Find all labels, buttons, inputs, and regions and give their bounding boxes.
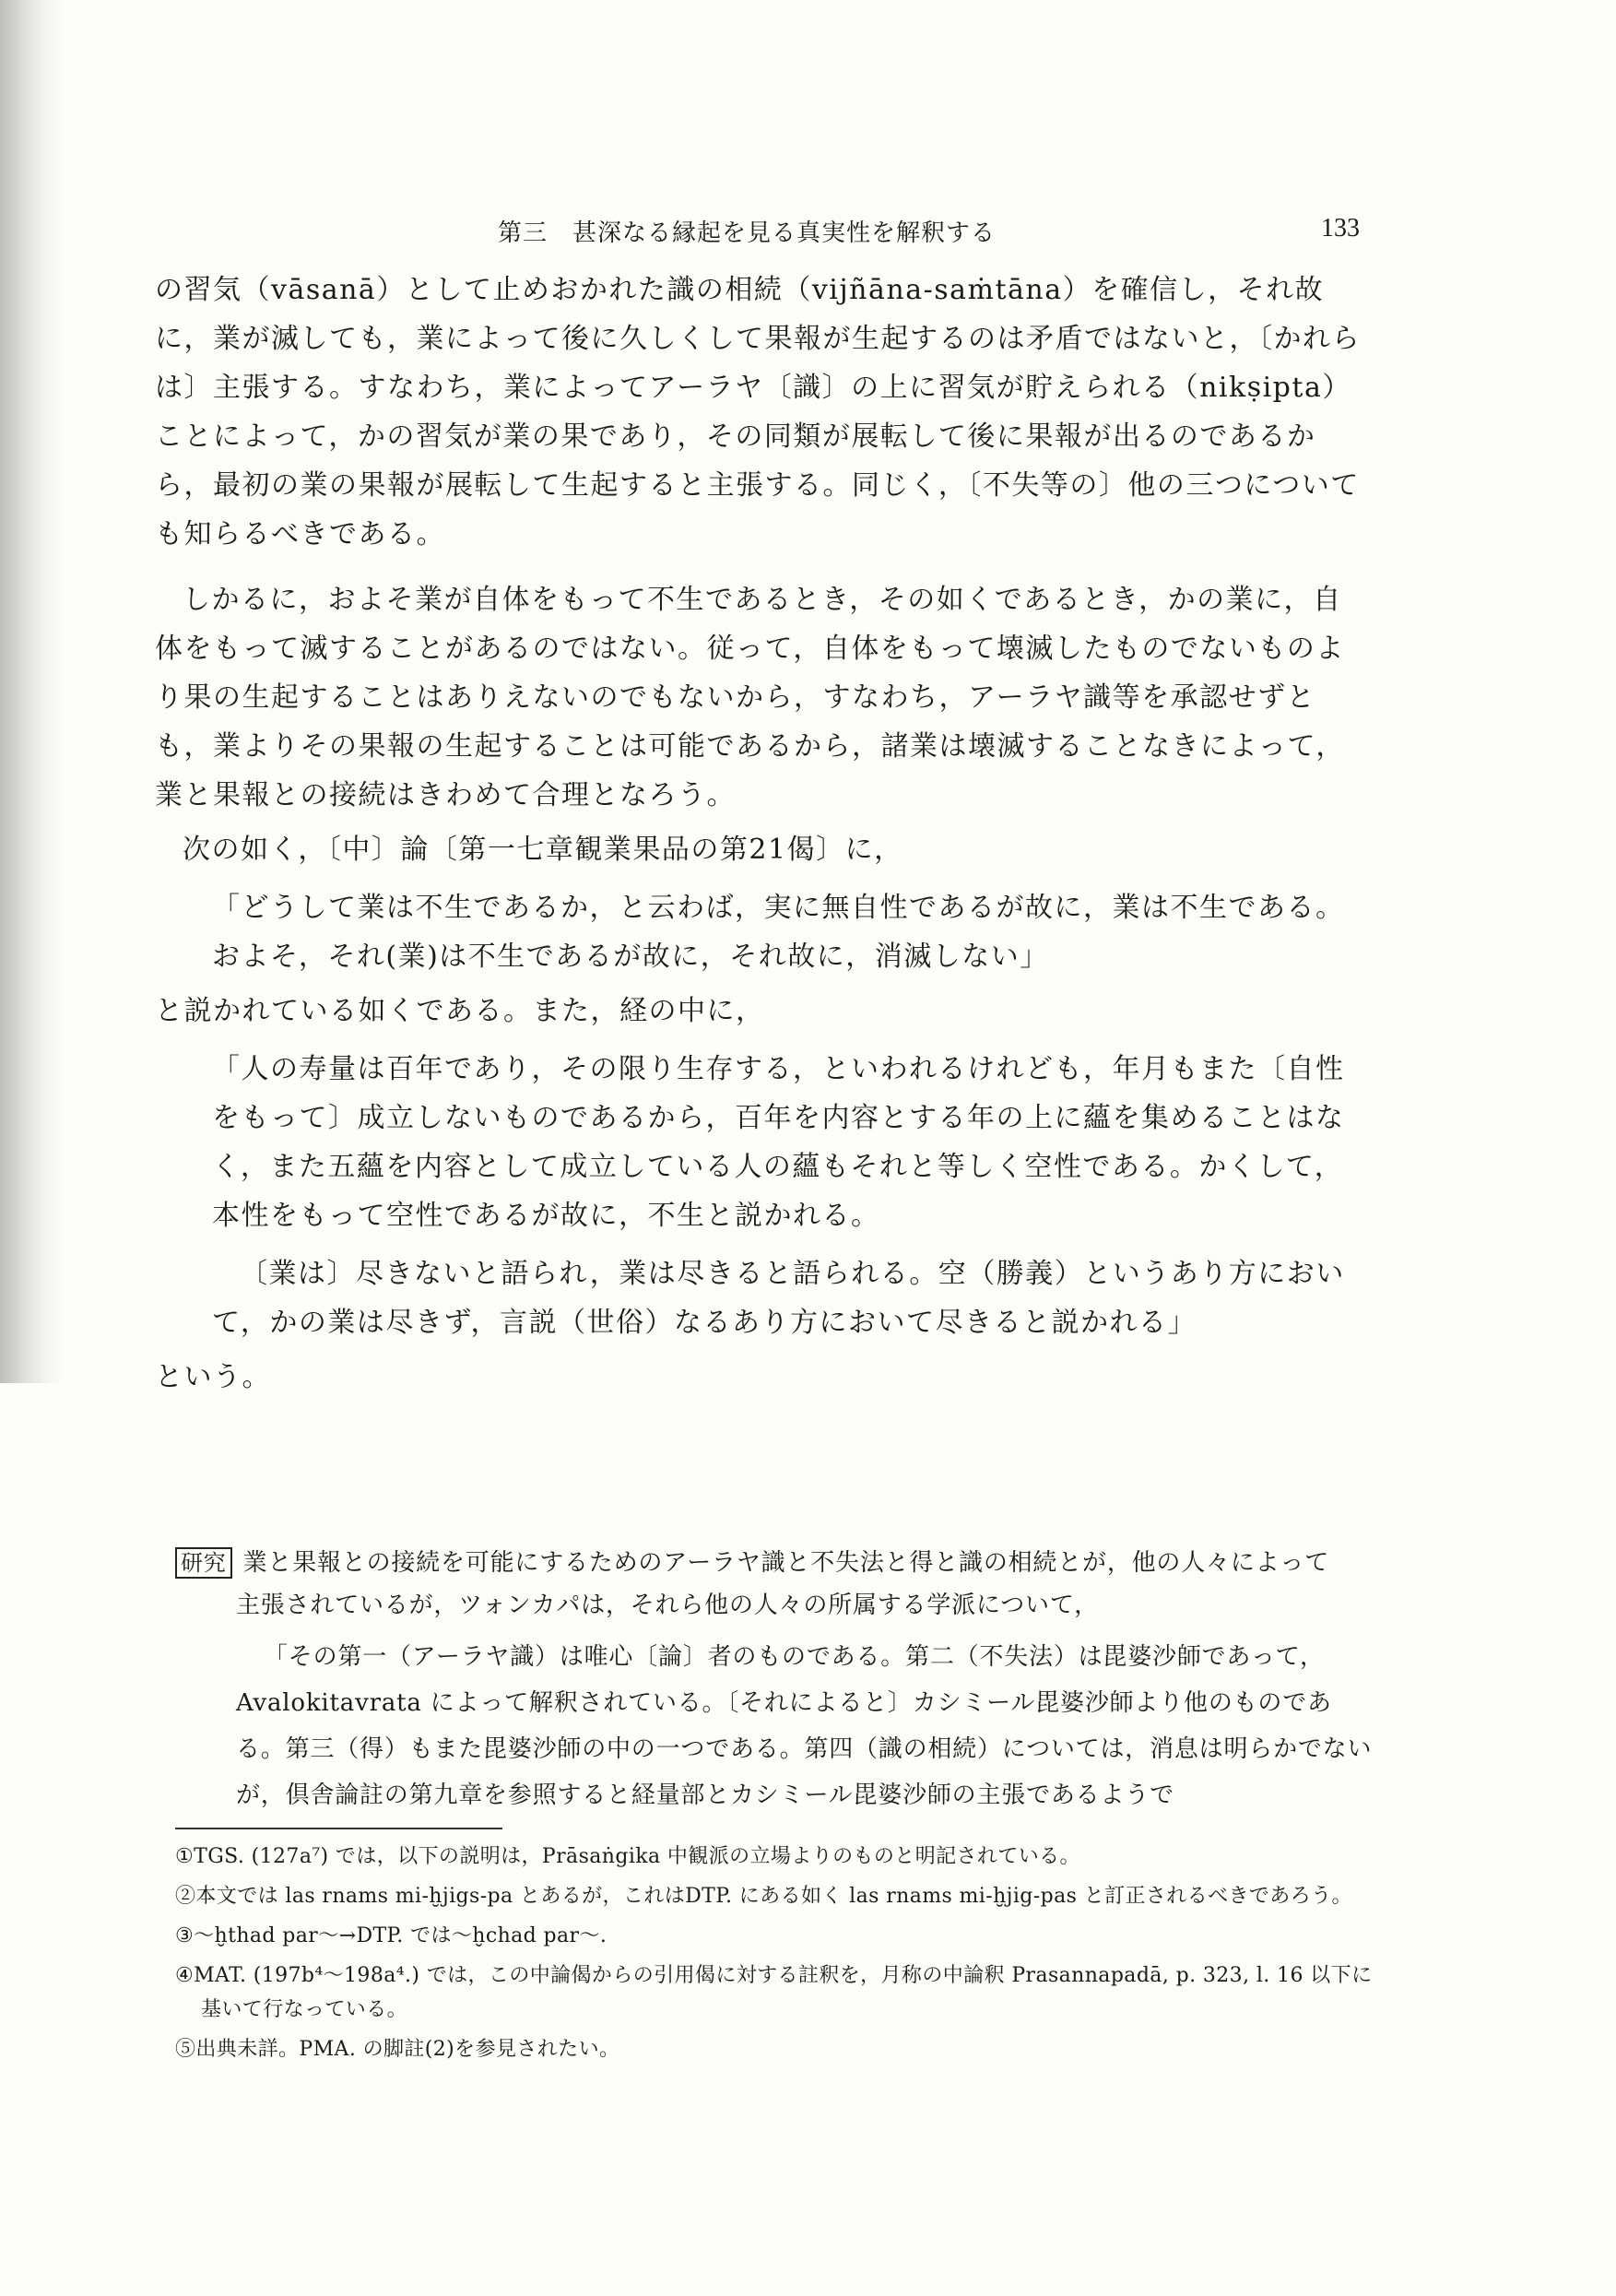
footnote-4: ④MAT. (197b⁴～198a⁴.) では，この中論偈からの引用偈に対する註釈を，月称の中論釈 Prasannapadā, p. 323, l. 16 以下に基いて行なっている。: [175, 1964, 1373, 2021]
research-line-1: 業と果報との接続を可能にするためのアーラヤ識と不失法と得と識の相続とが，他の人々によって: [242, 1549, 1330, 1577]
research-line-2: 主張されているが，ツォンカパは，それら他の人々の所属する学派について，: [236, 1592, 1099, 1619]
paragraph-2: しかるに，およそ業が自体をもって不生であるとき，その如くであるとき，かの業に，自体をもって滅することがあるのではない。従って，自体をもって壊滅したものでないものより果の生起することはありえないのでもないから，すなわち，アーラヤ識等を承認せずとも，業よりその果報の生起することは可能であるから，諸業は壊滅することなきによって，業と果報との接続はきわめて合理となろう。: [155, 584, 1345, 811]
paragraph-3: 次の如く，〔中〕論〔第一七章観業果品の第21偈〕に，: [183, 834, 903, 866]
research-tag: 研究: [175, 1547, 232, 1579]
running-header: [498, 214, 1360, 251]
paragraph-1: の習気（vāsanā）として止めおかれた識の相続（vijñāna-saṁtāna）を確信し，それ故に，業が滅しても，業によって後に久しくして果報が生起するのは矛盾ではないと，〔かれらは〕主張する。すなわち，業によってアーラヤ〔識〕の上に習気が貯えられる（nikṣipta）ことによって，かの習気が業の果であり，その同類が展転して後に果報が出るのであるから，最初の業の果報が展転して生起すると主張する。同じく，〔不失等の〕他の三つについても知らるべきである。: [155, 274, 1361, 550]
research-section: [175, 1542, 1374, 1818]
footnotes: [175, 1840, 1374, 2066]
footnote-1: ①TGS. (127a⁷) では，以下の説明は，Prāsaṅgika 中観派の立場よりのものと明記されている。: [175, 1845, 1080, 1868]
research-quote: 「その第一（アーラヤ識）は唯心〔論〕者のものである。第二（不失法）は毘婆沙師であって，Avalokitavrata によって解釈されている。〔それによると〕カシミール毘婆沙師より他のものである。第三（得）もまた毘婆沙師の中の一つである。第四（識の相続）については，消息は明らかでないが，倶舎論註の第九章を参照すると経量部とカシミール毘婆沙師の主張であるようで: [236, 1643, 1373, 1809]
quote-sutra: 「人の寿量は百年であり，その限り生存する，といわれるけれども，年月もまた〔自性をもって〕成立しないものであるから，百年を内容とする年の上に蘊を集めることはなく，また五蘊を内容として成立している人の蘊もそれと等しく空性である。かくして，本性をもって空性であるが故に，不生と説かれる。: [212, 1053, 1345, 1232]
paragraph-4: と説かれている如くである。また，経の中に，: [155, 995, 765, 1027]
page-number: 133: [1321, 214, 1360, 243]
scan-shadow: [0, 0, 65, 1383]
footnote-2: ②本文では las rnams mi-ḫjigs-pa とあるが，これはDTP. にある如く las rnams mi-ḫjig-pas と訂正されるべきであろう。: [175, 1885, 1352, 1908]
chapter-title: 第三 甚深なる縁起を見る真実性を解釈する: [498, 219, 997, 247]
footnote-3: ③～ḫthad par～→DTP. では～ḫchad par～.: [175, 1924, 607, 1947]
quote-sutra-continued: 〔業は〕尽きないと語られ，業は尽きると語られる。空（勝義）というあり方において，かの業は尽きず，言説（世俗）なるあり方において尽きると説かれる」: [212, 1258, 1345, 1339]
quote-madhyamaka: 「どうして業は不生であるか，と云わば，実に無自性であるが故に，業は不生である。およそ，それ(業)は不生であるが故に，それ故に，消滅しない」: [212, 892, 1345, 973]
footnote-5: ⑤出典未詳。PMA. の脚註(2)を参見されたい。: [175, 2038, 620, 2061]
main-text: [155, 266, 1362, 1402]
footnote-divider: [175, 1828, 502, 1829]
paragraph-5: という。: [155, 1361, 271, 1393]
